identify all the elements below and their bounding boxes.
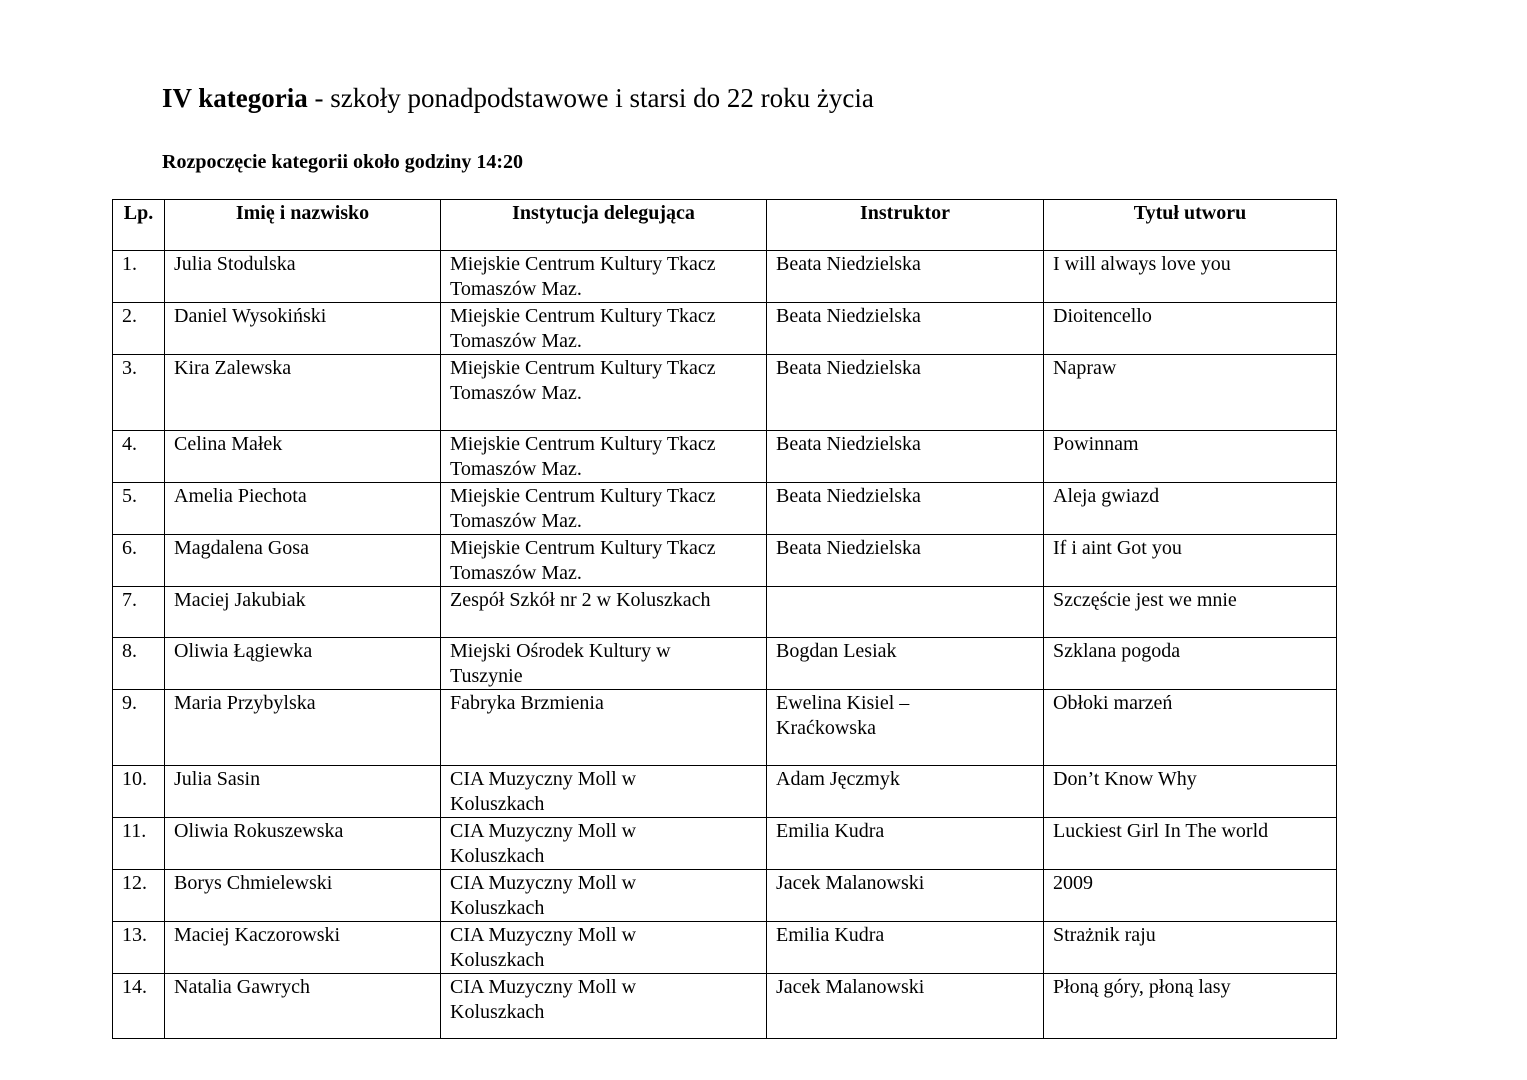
cell-song-title: Strażnik raju xyxy=(1044,922,1337,974)
table-row xyxy=(113,766,1337,818)
cell-name: Oliwia Łągiewka xyxy=(165,638,441,690)
cell-line: Koluszkach xyxy=(450,845,545,867)
cell-line: CIA Muzyczny Moll w xyxy=(450,820,637,842)
column-header-lp: Lp. xyxy=(113,200,165,251)
cell-instructor xyxy=(767,483,1044,535)
cell-line: Bogdan Lesiak xyxy=(776,640,897,662)
cell-institution xyxy=(441,431,767,483)
cell-line: Miejskie Centrum Kultury Tkacz xyxy=(450,253,716,275)
cell-line: Beata Niedzielska xyxy=(776,537,921,559)
cell-line: Adam Jęczmyk xyxy=(776,768,900,790)
cell-line: Miejskie Centrum Kultury Tkacz xyxy=(450,305,716,327)
cell-lp: 10. xyxy=(113,766,165,818)
cell-line: CIA Muzyczny Moll w xyxy=(450,976,637,998)
cell-institution xyxy=(441,974,767,1039)
table-row xyxy=(113,355,1337,431)
cell-name: Magdalena Gosa xyxy=(165,535,441,587)
column-header-song-title: Tytuł utworu xyxy=(1044,200,1337,251)
cell-instructor xyxy=(767,974,1044,1039)
cell-line: Fabryka Brzmienia xyxy=(450,692,604,714)
column-header-institution: Instytucja delegująca xyxy=(441,200,767,251)
table-row xyxy=(113,251,1337,303)
cell-lp: 9. xyxy=(113,690,165,766)
cell-line: Beata Niedzielska xyxy=(776,305,921,327)
table-row xyxy=(113,303,1337,355)
cell-line: Koluszkach xyxy=(450,1001,545,1023)
cell-lp: 14. xyxy=(113,974,165,1039)
cell-line: Miejskie Centrum Kultury Tkacz xyxy=(450,485,716,507)
cell-lp: 8. xyxy=(113,638,165,690)
table-row xyxy=(113,974,1337,1039)
cell-lp: 12. xyxy=(113,870,165,922)
table-row xyxy=(113,483,1337,535)
cell-name: Natalia Gawrych xyxy=(165,974,441,1039)
cell-song-title: I will always love you xyxy=(1044,251,1337,303)
cell-institution xyxy=(441,251,767,303)
cell-song-title: Aleja gwiazd xyxy=(1044,483,1337,535)
cell-instructor xyxy=(767,922,1044,974)
cell-lp: 13. xyxy=(113,922,165,974)
cell-lp: 11. xyxy=(113,818,165,870)
cell-line: Koluszkach xyxy=(450,949,545,971)
page-title-description: - szkoły ponadpodstawowe i starsi do 22 roku życia xyxy=(307,83,874,113)
cell-instructor xyxy=(767,870,1044,922)
table-row xyxy=(113,587,1337,638)
cell-name: Julia Stodulska xyxy=(165,251,441,303)
cell-name: Borys Chmielewski xyxy=(165,870,441,922)
cell-name: Celina Małek xyxy=(165,431,441,483)
cell-institution xyxy=(441,535,767,587)
cell-institution xyxy=(441,483,767,535)
cell-institution xyxy=(441,690,767,766)
cell-line: Tuszynie xyxy=(450,665,523,687)
cell-line: Miejskie Centrum Kultury Tkacz xyxy=(450,537,716,559)
cell-instructor xyxy=(767,431,1044,483)
cell-lp: 2. xyxy=(113,303,165,355)
cell-line: Beata Niedzielska xyxy=(776,433,921,455)
cell-institution xyxy=(441,303,767,355)
cell-lp: 7. xyxy=(113,587,165,638)
cell-name: Julia Sasin xyxy=(165,766,441,818)
cell-song-title: Powinnam xyxy=(1044,431,1337,483)
table-row xyxy=(113,431,1337,483)
cell-lp: 3. xyxy=(113,355,165,431)
cell-instructor xyxy=(767,535,1044,587)
cell-instructor xyxy=(767,690,1044,766)
cell-line: Ewelina Kisiel – xyxy=(776,692,910,714)
cell-institution xyxy=(441,818,767,870)
cell-song-title: Luckiest Girl In The world xyxy=(1044,818,1337,870)
cell-line: CIA Muzyczny Moll w xyxy=(450,924,637,946)
cell-name: Maciej Kaczorowski xyxy=(165,922,441,974)
cell-lp: 4. xyxy=(113,431,165,483)
cell-institution xyxy=(441,766,767,818)
cell-name: Maciej Jakubiak xyxy=(165,587,441,638)
table-row xyxy=(113,535,1337,587)
cell-line: Miejski Ośrodek Kultury w xyxy=(450,640,671,662)
cell-name: Daniel Wysokiński xyxy=(165,303,441,355)
cell-line: CIA Muzyczny Moll w xyxy=(450,768,637,790)
cell-instructor xyxy=(767,587,1044,638)
column-header-name: Imię i nazwisko xyxy=(165,200,441,251)
cell-song-title: Szklana pogoda xyxy=(1044,638,1337,690)
cell-instructor xyxy=(767,303,1044,355)
cell-institution xyxy=(441,870,767,922)
table-row xyxy=(113,818,1337,870)
cell-line: Beata Niedzielska xyxy=(776,253,921,275)
cell-song-title: 2009 xyxy=(1044,870,1337,922)
cell-line: Kraćkowska xyxy=(776,717,876,739)
cell-line: Tomaszów Maz. xyxy=(450,278,582,300)
cell-line: Miejskie Centrum Kultury Tkacz xyxy=(450,357,716,379)
cell-lp: 5. xyxy=(113,483,165,535)
cell-line: Koluszkach xyxy=(450,897,545,919)
table-row xyxy=(113,690,1337,766)
cell-line: Tomaszów Maz. xyxy=(450,510,582,532)
cell-line: Emilia Kudra xyxy=(776,820,885,842)
cell-song-title: Szczęście jest we mnie xyxy=(1044,587,1337,638)
table-header-row xyxy=(113,200,1337,251)
cell-name: Maria Przybylska xyxy=(165,690,441,766)
cell-instructor xyxy=(767,638,1044,690)
cell-line: Tomaszów Maz. xyxy=(450,562,582,584)
cell-line: Jacek Malanowski xyxy=(776,872,925,894)
cell-institution xyxy=(441,355,767,431)
cell-instructor xyxy=(767,818,1044,870)
cell-line: Koluszkach xyxy=(450,793,545,815)
page-title-category: IV kategoria xyxy=(162,83,308,113)
cell-lp: 6. xyxy=(113,535,165,587)
cell-institution xyxy=(441,638,767,690)
cell-song-title: Obłoki marzeń xyxy=(1044,690,1337,766)
cell-song-title: Dioitencello xyxy=(1044,303,1337,355)
cell-instructor xyxy=(767,251,1044,303)
column-header-instructor: Instruktor xyxy=(767,200,1044,251)
category-start-time: Rozpoczęcie kategorii około godziny 14:20 xyxy=(162,151,524,173)
cell-line: Tomaszów Maz. xyxy=(450,382,582,404)
cell-line: Miejskie Centrum Kultury Tkacz xyxy=(450,433,716,455)
cell-name: Amelia Piechota xyxy=(165,483,441,535)
cell-name: Kira Zalewska xyxy=(165,355,441,431)
cell-instructor xyxy=(767,766,1044,818)
participants-table xyxy=(112,199,1337,1039)
cell-line: Jacek Malanowski xyxy=(776,976,925,998)
cell-song-title: Don’t Know Why xyxy=(1044,766,1337,818)
cell-song-title: If i aint Got you xyxy=(1044,535,1337,587)
cell-line: Tomaszów Maz. xyxy=(450,458,582,480)
cell-line: Beata Niedzielska xyxy=(776,485,921,507)
table-row xyxy=(113,638,1337,690)
cell-institution xyxy=(441,922,767,974)
cell-institution xyxy=(441,587,767,638)
cell-line: CIA Muzyczny Moll w xyxy=(450,872,637,894)
table-row xyxy=(113,870,1337,922)
cell-song-title: Napraw xyxy=(1044,355,1337,431)
cell-lp: 1. xyxy=(113,251,165,303)
cell-instructor xyxy=(767,355,1044,431)
cell-line: Emilia Kudra xyxy=(776,924,885,946)
cell-line: Zespół Szkół nr 2 w Koluszkach xyxy=(450,589,711,611)
page-title xyxy=(162,80,874,116)
cell-line: Tomaszów Maz. xyxy=(450,330,582,352)
cell-name: Oliwia Rokuszewska xyxy=(165,818,441,870)
cell-line: Beata Niedzielska xyxy=(776,357,921,379)
table-row xyxy=(113,922,1337,974)
cell-song-title: Płoną góry, płoną lasy xyxy=(1044,974,1337,1039)
